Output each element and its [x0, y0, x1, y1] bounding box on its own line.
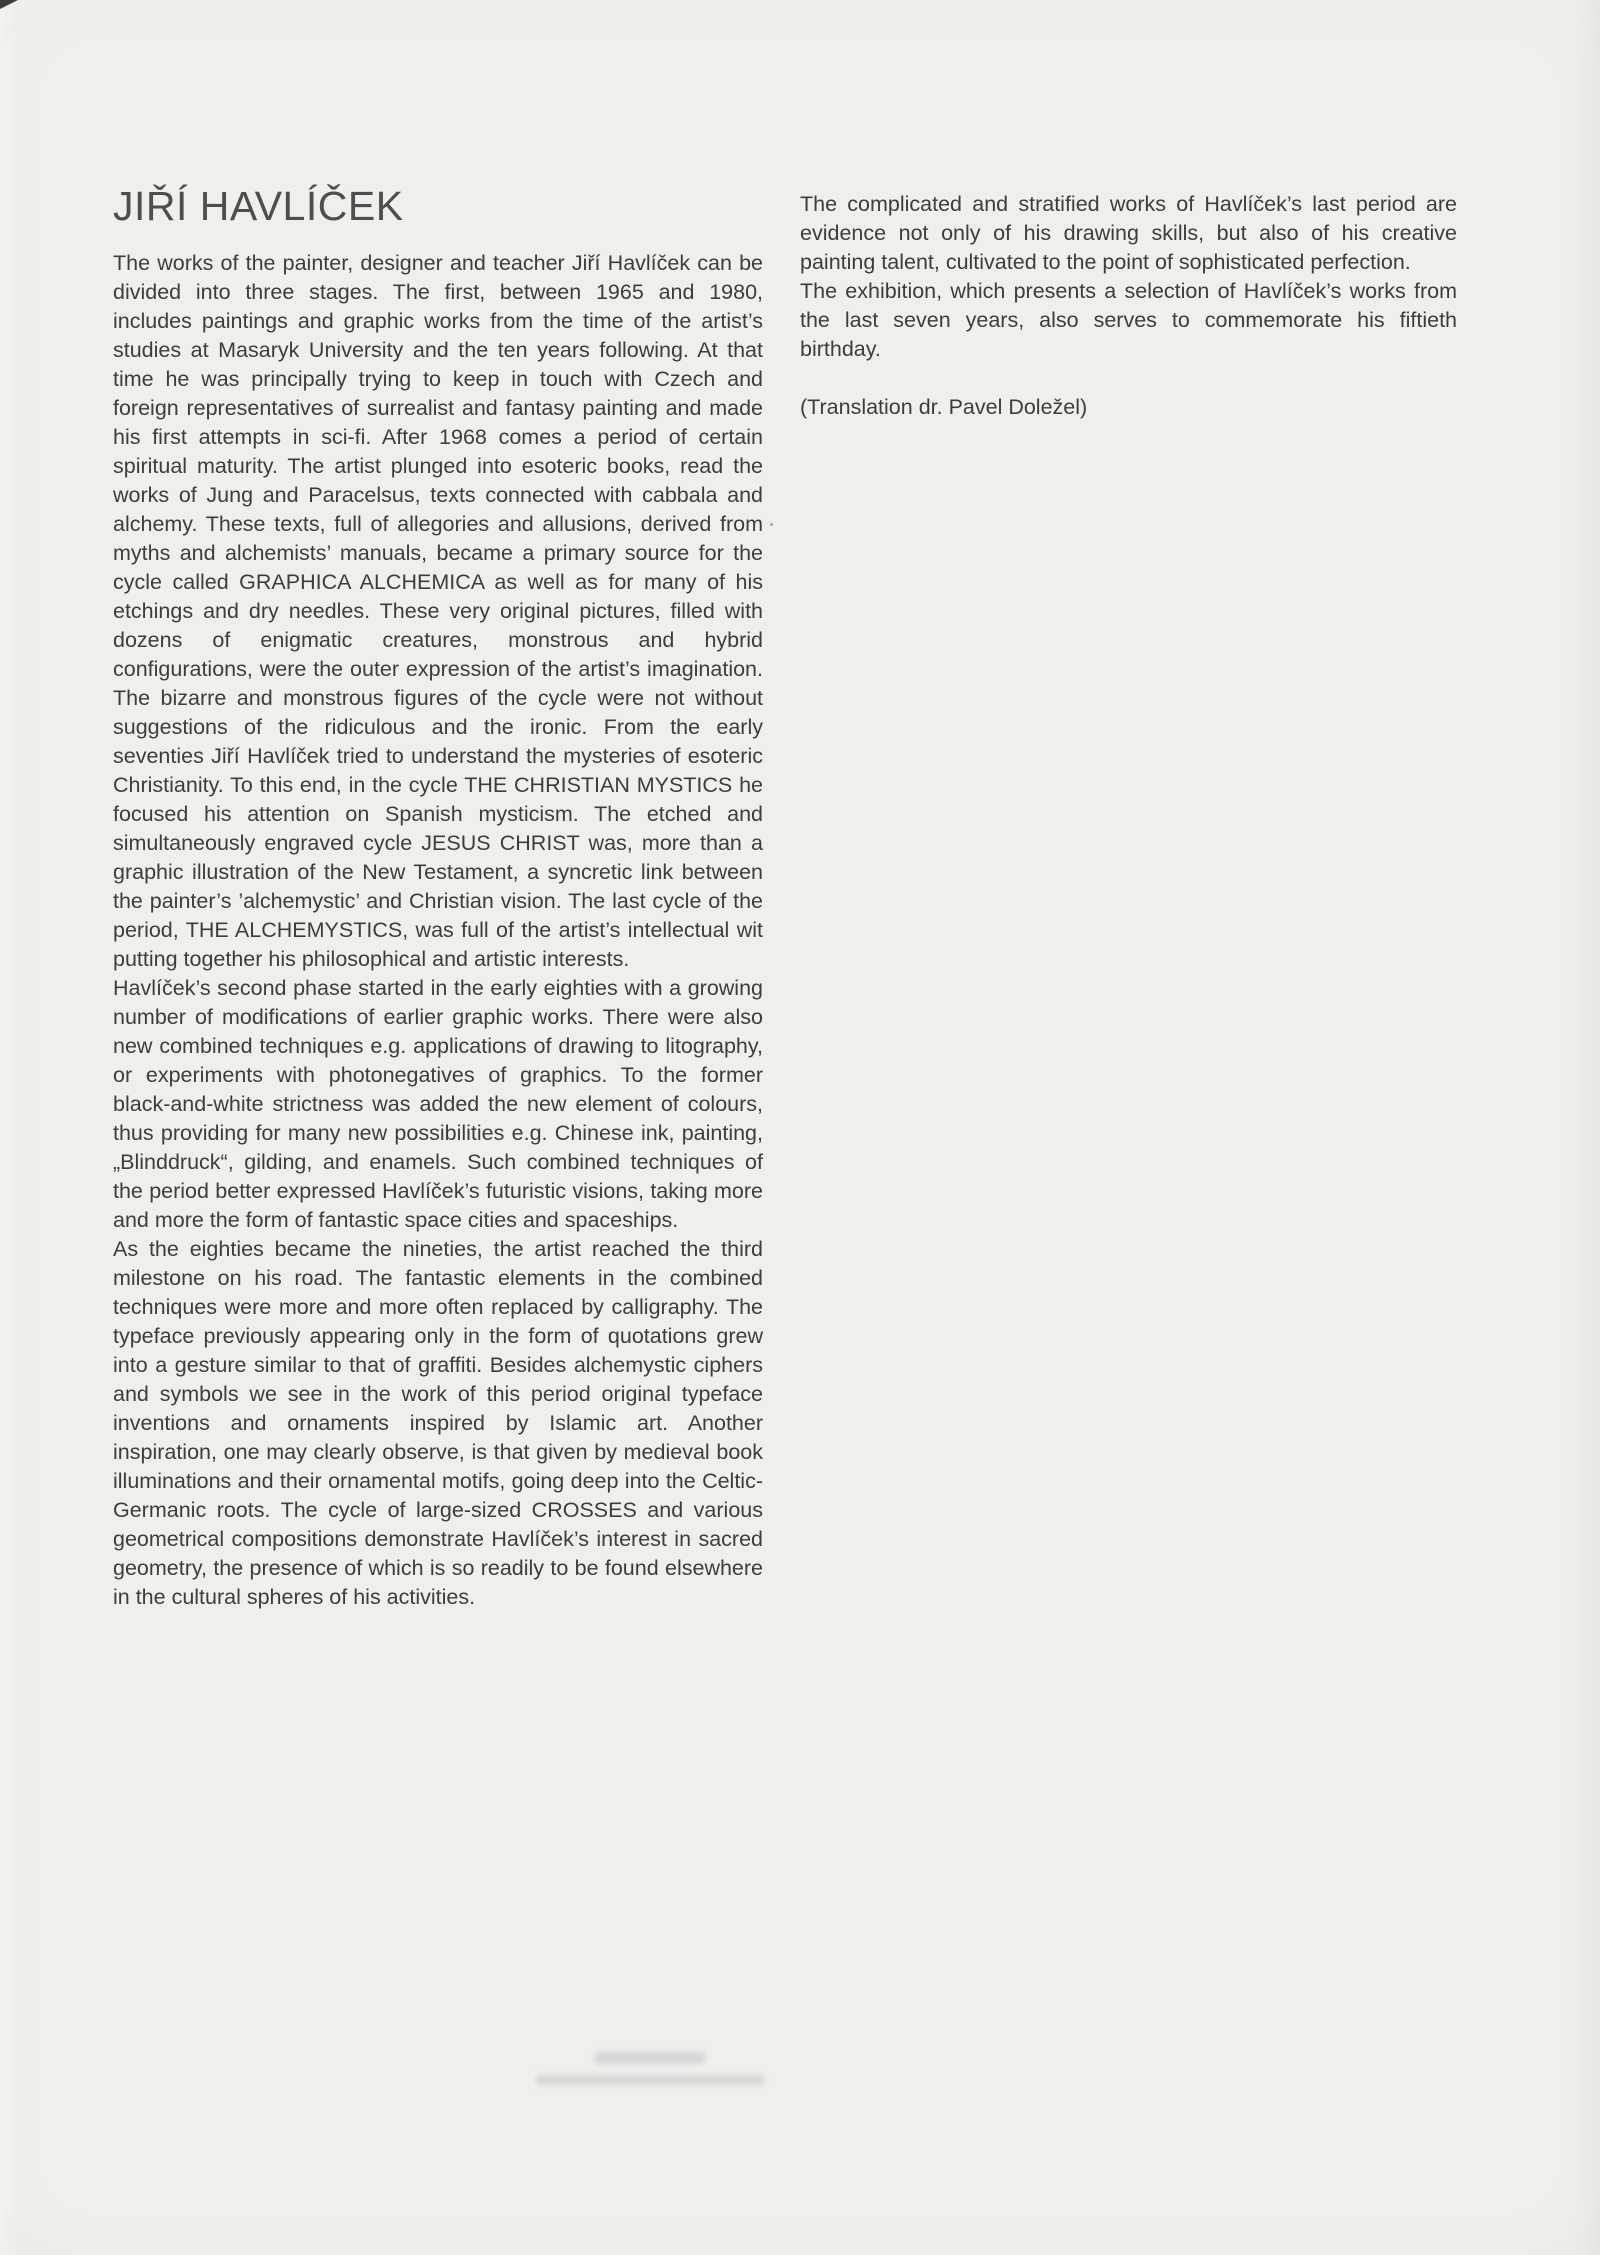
showthrough-artifact: [520, 2052, 780, 2085]
paragraph: The complicated and stratified works of Havlíček’s last period are evidence not only of his drawing skills, but also of his creative painting talent, cultivated to the point of sophisticated perfection.: [800, 192, 1457, 274]
translation-note: (Translation dr. Pavel Doležel): [800, 395, 1088, 419]
left-column: [113, 249, 763, 1612]
paragraph: The works of the painter, designer and teacher Jiří Havlíček can be divided into three stages. The first, between 1965 and 1980, includes paintings and graphic works from the time of the artist’s studies at Masaryk University and the ten years following. At that time he was principally trying to keep in touch with Czech and foreign representatives of surrealist and fantasy painting and made his first attempts in sci-fi. After 1968 comes a period of certain spiritual maturity. The artist plunged into esoteric books, read the works of Jung and Paracelsus, texts connected with cabbala and alchemy. These texts, full of allegories and allusions, derived from myths and alchemists’ manuals, became a primary source for the cycle called GRAPHICA ALCHEMICA as well as for many of his etchings and dry needles. These very original pictures, filled with dozens of enigmatic creatures, monstrous and hybrid configurations, were the outer expression of the artist’s imagination. The bizarre and monstrous figures of the cycle were not without suggestions of the ridiculous and the ironic. From the early seventies Jiří Havlíček tried to understand the mysteries of esoteric Christianity. To this end, in the cycle THE CHRISTIAN MYSTICS he focused his attention on Spanish mysticism. The etched and simultaneously engraved cycle JESUS CHRIST was, more than a graphic illustration of the New Testament, a syncretic link between the painter’s ’alchemystic’ and Christian vision. The last cycle of the period, THE ALCHEMYSTICS, was full of the artist’s intellectual wit putting together his philosophical and artistic interests.: [113, 251, 763, 971]
paragraph: The exhibition, which presents a selection of Havlíček’s works from the last seven years, also serves to commemorate his fiftieth birthday.: [800, 279, 1457, 361]
dust-speck-artifact: [770, 523, 773, 526]
right-column-paragraphs: [800, 190, 1457, 364]
scan-corner-artifact: [0, 0, 18, 9]
paragraph: As the eighties became the nineties, the artist reached the third milestone on his road. The fantastic elements in the combined techniques were more and more often replaced by calligraphy. The typeface previously appearing only in the form of quotations grew into a gesture similar to that of graffiti. Besides alchemystic ciphers and symbols we see in the work of this period original typeface inventions and ornaments inspired by Islamic art. Another inspiration, one may clearly observe, is that given by medieval book illuminations and their ornamental motifs, going deep into the Celtic-Germanic roots. The cycle of large-sized CROSSES and various geometrical compositions demonstrate Havlíček’s interest in sacred geometry, the presence of which is so readily to be found elsewhere in the cultural spheres of his activities.: [113, 1237, 763, 1609]
showthrough-line: [595, 2052, 705, 2064]
paragraph: Havlíček’s second phase started in the early eighties with a growing number of modifications of earlier graphic works. There were also new combined techniques e.g. applications of drawing to litography, or experiments with photonegatives of graphics. To the former black-and-white strictness was added the new element of colours, thus providing for many new possibilities e.g. Chinese ink, painting, „Blinddruck“, gilding, and enamels. Such combined techniques of the period better expressed Havlíček’s futuristic visions, taking more and more the form of fantastic space cities and spaceships.: [113, 976, 763, 1232]
page-title: JIŘÍ HAVLÍČEK: [113, 183, 404, 229]
right-column: [800, 190, 1457, 422]
showthrough-line: [536, 2075, 764, 2085]
